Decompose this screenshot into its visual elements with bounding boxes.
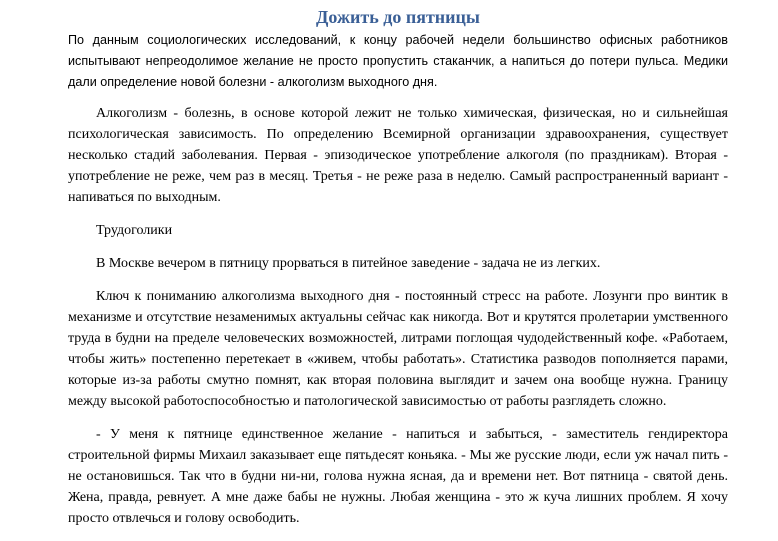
article-lead: По данным социологических исследований, к концу рабочей недели большинство офисных работников испытывают непреодолимое желание не просто пропустить стаканчик, а напиться до потери пульса. Медики дали определение новой болезни - алкоголизм выходного дня. bbox=[68, 33, 728, 89]
paragraph-alcoholism-definition: Алкоголизм - болезнь, в основе которой лежит не только химическая, физическая, но и сильнейшая психологическая зависимость. По определению Всемирной организации здравоохранения, существует несколько стадий заболевания. Первая - эпизодическое употребление алкоголя (по праздникам). Вторая - употребление не реже, чем раз в месяц. Третья - не реже раза в неделю. Самый распространенный вариант - напиваться по выходным. bbox=[68, 106, 728, 205]
paragraph-work-stress: Ключ к пониманию алкоголизма выходного дня - постоянный стресс на работе. Лозунги про винтик в механизме и отсутствие незаменимых актуальны сейчас как никогда. Вот и крутятся пролетарии умственного труда в будни на пределе человеческих возможностей, литрами поглощая чудодейственный кофе. «Работаем, чтобы жить» постепенно перетекает в «живем, чтобы работать». Статистика разводов пополняется парами, которые из-за работы смутно помнят, как вторая половина выглядит и зачем она вообще нужна. Границу между высокой работоспособностью и патологической зависимостью от работы разглядеть сложно. bbox=[68, 289, 728, 409]
document-page bbox=[68, 6, 728, 541]
paragraph-quote-mikhail: - У меня к пятнице единственное желание - напиться и забыться, - заместитель гендиректора строительной фирмы Михаил заказывает еще пятьдесят коньяка. - Мы же русские люди, если уж начал пить - не остановишься. Так что в будни ни-ни, голова нужна ясная, да и времени нет. Вот пятница - святой день. Жена, правда, ревнует. А мне даже бабы не нужны. Любая женщина - это ж куча лишних проблем. Я хочу просто отвлечься и голову освободить. bbox=[68, 427, 728, 526]
article-title: Дожить до пятницы bbox=[316, 7, 480, 27]
paragraph-moscow-friday: В Москве вечером в пятницу прорваться в питейное заведение - задача не из легких. bbox=[96, 256, 601, 271]
section-heading-workaholics: Трудоголики bbox=[96, 223, 173, 238]
